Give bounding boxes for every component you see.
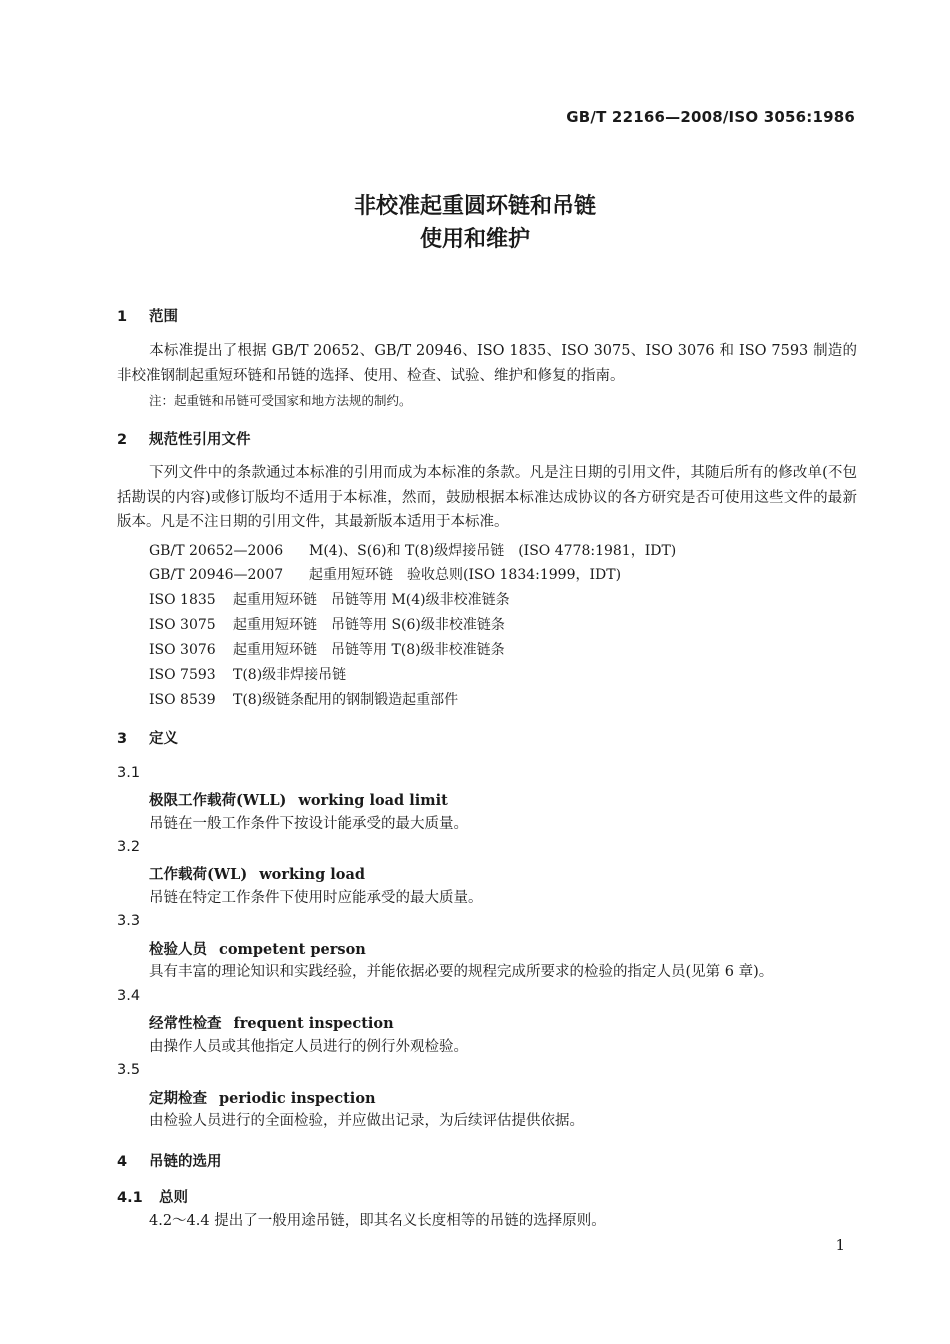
reference-item: ISO 7593 T(8)级非焊接吊链 <box>149 667 347 683</box>
definition-description: 由操作人员或其他指定人员进行的例行外观检验。 <box>149 1039 468 1055</box>
standard-code-header: GB/T 22166—2008/ISO 3056:1986 <box>566 108 855 126</box>
section-2-heading <box>117 428 251 449</box>
definition-number: 3.4 <box>117 988 141 1004</box>
reference-item: ISO 3075 起重用短环链 吊链等用 S(6)级非校准链条 <box>149 617 505 633</box>
section-title: 吊链的选用 <box>149 1154 222 1170</box>
section-2-paragraph: 下列文件中的条款通过本标准的引用而成为本标准的条款。凡是注日期的引用文件，其随后所有的修改单(不包括勘误的内容)或修订版均不适用于本标准，然而，鼓励根据本标准达成协议的各方研究是否可使用这些文件的最新版本。凡是不注日期的引用文件，其最新版本适用于本标准。 <box>117 465 857 530</box>
section-1-note: 注：起重链和吊链可受国家和地方法规的制约。 <box>149 393 412 408</box>
title-line-1: 非校准起重圆环链和吊链 <box>353 194 596 219</box>
reference-item: ISO 1835 起重用短环链 吊链等用 M(4)级非校准链条 <box>149 592 510 608</box>
reference-item: ISO 3076 起重用短环链 吊链等用 T(8)级非校准链条 <box>149 642 505 658</box>
reference-item: GB/T 20946—2007 起重用短环链 验收总则(ISO 1834:1999，IDT) <box>149 567 622 583</box>
section-title: 定义 <box>149 731 178 747</box>
title-line-2: 使用和维护 <box>419 227 530 252</box>
definition-description: 吊链在一般工作条件下按设计能承受的最大质量。 <box>149 816 468 832</box>
subsection-number: 4.1 <box>117 1190 143 1206</box>
subsection-title: 总则 <box>159 1190 188 1206</box>
definition-number: 3.2 <box>117 839 141 855</box>
definition-term: 极限工作载荷(WLL) working load limit <box>149 792 448 809</box>
definition-term: 经常性检查 frequent inspection <box>149 1015 394 1032</box>
definition-number: 3.3 <box>117 913 141 929</box>
reference-item: GB/T 20652—2006 M(4)、S(6)和 T(8)级焊接吊链 (ISO 4778:1981，IDT) <box>149 543 677 559</box>
definition-description: 由检验人员进行的全面检验，并应做出记录，为后续评估提供依据。 <box>149 1113 584 1129</box>
definition-number: 3.1 <box>117 765 141 781</box>
subsection-4-1-heading <box>117 1186 188 1207</box>
page-number: 1 <box>835 1236 845 1254</box>
definition-term: 检验人员 competent person <box>149 941 366 958</box>
section-1-heading <box>117 305 178 326</box>
section-number: 2 <box>117 432 128 448</box>
section-title: 规范性引用文件 <box>149 432 251 448</box>
section-3-heading <box>117 727 178 748</box>
section-4-heading <box>117 1150 222 1171</box>
definition-term: 工作载荷(WL) working load <box>149 866 365 883</box>
reference-item: ISO 8539 T(8)级链条配用的钢制锻造起重部件 <box>149 692 459 708</box>
section-number: 4 <box>117 1154 128 1170</box>
section-number: 1 <box>117 309 128 325</box>
definition-description: 具有丰富的理论知识和实践经验，并能依据必要的规程完成所要求的检验的指定人员(见第 6 章)。 <box>149 964 774 980</box>
subsection-4-1-paragraph: 4.2～4.4 提出了一般用途吊链，即其名义长度相等的吊链的选择原则。 <box>149 1213 606 1229</box>
definition-number: 3.5 <box>117 1062 141 1078</box>
section-title: 范围 <box>149 309 178 325</box>
section-1-paragraph: 本标准提出了根据 GB/T 20652、GB/T 20946、ISO 1835、ISO 3075、ISO 3076 和 ISO 7593 制造的非校准钢制起重短环链和吊链的选择、使用、检查、试验、维护和修复的指南。 <box>117 343 857 384</box>
document-title <box>0 190 950 256</box>
definition-term: 定期检查 periodic inspection <box>149 1090 376 1107</box>
definition-description: 吊链在特定工作条件下使用时应能承受的最大质量。 <box>149 890 483 906</box>
section-number: 3 <box>117 731 128 747</box>
